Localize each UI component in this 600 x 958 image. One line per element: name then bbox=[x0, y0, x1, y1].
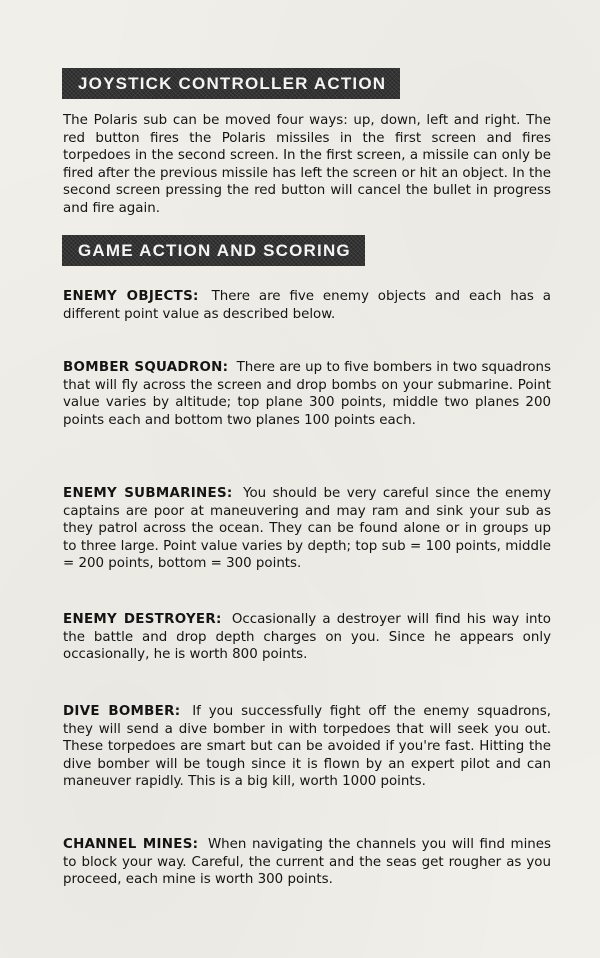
entry-text: There are up to five bombers in two squadrons that will fly across the screen and drop bombs on your submarine. Point value varies by altitude; top plane 300 points, middle two planes 200 points each and bottom two planes 100 points each. bbox=[63, 360, 552, 428]
joystick-section-heading: JOYSTICK CONTROLLER ACTION bbox=[62, 68, 400, 99]
entry-enemy-destroyer bbox=[63, 611, 551, 664]
entry-text: Occasionally a destroyer will find his way into the battle and drop depth charges on you. Since he appears only occasionally, he is worth 800 points. bbox=[63, 612, 551, 663]
entry-enemy-objects bbox=[63, 288, 551, 323]
entry-text: You should be very careful since the enemy captains are poor at maneuvering and may ram and sink your sub as they patrol across the ocean. They can be found alone or in groups up to three large. Point value varies by depth; top sub = 100 points, middle = 200 points, bottom = 300 points. bbox=[63, 486, 551, 572]
entry-text: When navigating the channels you will find mines to block your way. Careful, the current and the seas get rougher as you proceed, each mine is worth 300 points. bbox=[63, 837, 552, 888]
entry-title: ENEMY SUBMARINES: bbox=[63, 486, 233, 501]
entry-text: If you successfully fight off the enemy squadrons, they will send a dive bomber in with torpedoes that will seek you out. These torpedoes are smart but can be avoided if you're fast. Hitting the dive bomber will be tough since it is flown by an expert pilot and can maneuver rapidly. This is a big kill, worth 1000 points. bbox=[63, 704, 551, 790]
entry-title: ENEMY DESTROYER: bbox=[63, 612, 222, 627]
entry-channel-mines bbox=[63, 836, 551, 889]
entry-title: CHANNEL MINES: bbox=[63, 837, 199, 852]
entry-enemy-submarines bbox=[63, 485, 551, 573]
entry-title: ENEMY OBJECTS: bbox=[63, 289, 199, 304]
entry-text: There are five enemy objects and each has a different point value as described below. bbox=[63, 289, 551, 322]
entry-bomber-squadron bbox=[63, 359, 551, 429]
entry-dive-bomber bbox=[63, 703, 551, 791]
scoring-section-heading: GAME ACTION AND SCORING bbox=[62, 235, 365, 266]
entry-title: DIVE BOMBER: bbox=[63, 704, 181, 719]
entry-title: BOMBER SQUADRON: bbox=[63, 360, 229, 375]
joystick-instructions-text: The Polaris sub can be moved four ways: up, down, left and right. The red button fires the Polaris missiles in the first screen and fires torpedoes in the second screen. In the first screen, a missile can only be fired after the previous missile has left the screen or hit an object. In the second screen pressing the red button will cancel the bullet in progress and fire again. bbox=[63, 113, 551, 216]
